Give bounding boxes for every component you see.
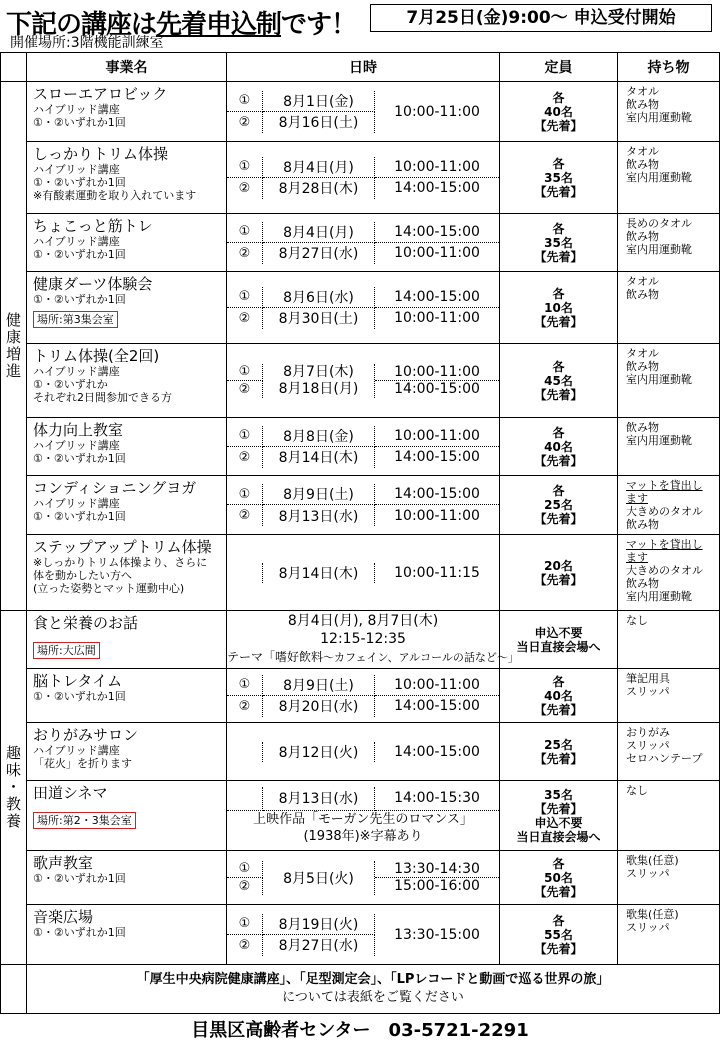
table-row (1, 723, 720, 781)
table-row (1, 781, 720, 851)
schedule-table (0, 52, 720, 1014)
bring-cell: なし (618, 611, 720, 669)
datetime-cell: 8月13日(水) 14:00-15:30 上映作品「モーガン先生のロマンス」 (1938年)※字幕あり (227, 781, 500, 851)
event-cell: 食と栄養のお話 場所:大広間 (27, 611, 227, 669)
table-row (1, 344, 720, 418)
capacity-cell: 各 35名 【先着】 (500, 142, 618, 214)
bring-cell: タオル 飲み物 室内用運動靴 (618, 142, 720, 214)
capacity-cell: 25名 【先着】 (500, 723, 618, 781)
bring-cell: マットを貸出します 大きめのタオル 飲み物 室内用運動靴 (618, 535, 720, 611)
capacity-cell: 各 35名 【先着】 (500, 214, 618, 272)
event-cell: 歌声教室 ①・②いずれか1回 (27, 851, 227, 905)
bring-cell: タオル 飲み物 室内用運動靴 (618, 82, 720, 142)
capacity-cell: 20名 【先着】 (500, 535, 618, 611)
event-cell: しっかりトリム体操 ハイブリッド講座 ①・②いずれか1回 ※有酸素運動を取り入れています (27, 142, 227, 214)
bring-cell: タオル 飲み物 (618, 272, 720, 344)
title-emphasis: 先着申込制 (156, 10, 282, 40)
table-row (1, 851, 720, 905)
table-row (1, 669, 720, 723)
event-cell: おりがみサロン ハイブリッド講座 「花火」を折ります (27, 723, 227, 781)
bring-cell: 長めのタオル 飲み物 室内用運動靴 (618, 214, 720, 272)
table-row (1, 535, 720, 611)
application-notice: 7月25日(金)9:00～ 申込受付開始 (370, 4, 712, 32)
table-row (1, 965, 720, 1014)
event-cell: ステップアップトリム体操 ※しっかりトリム体操より、さらに 体を動かしたい方へ (立った姿勢とマット運動中心) (27, 535, 227, 611)
category-health: 健 康 増 進 (1, 82, 27, 611)
capacity-cell: 各 10名 【先着】 (500, 272, 618, 344)
bring-cell: 歌集(任意) スリッパ (618, 905, 720, 965)
table-row (1, 82, 720, 142)
capacity-cell: 各 40名 【先着】 (500, 82, 618, 142)
datetime-cell: ① 8月7日(木) 8月18日(月) 10:00-11:00 ② 14:00-15:00 (227, 344, 500, 418)
event-cell: 脳トレタイム ①・②いずれか1回 (27, 669, 227, 723)
col-bring: 持ち物 (618, 53, 720, 82)
category-hobby: 趣 味 ・ 教 養 (1, 611, 27, 965)
footnote: 「厚生中央病院健康講座」、「足型測定会」、「LPレコードと動画で巡る世界の旅」 については表紙をご覧ください (27, 965, 720, 1014)
datetime-cell: ① 8月9日(土) 14:00-15:00 ② 8月13日(水) 10:00-11:00 (227, 476, 500, 535)
col-capacity: 定員 (500, 53, 618, 82)
table-row (1, 476, 720, 535)
datetime-cell: ① 8月19日(火) 13:30-15:00 ② 8月27日(水) (227, 905, 500, 965)
event-cell: 音楽広場 ①・②いずれか1回 (27, 905, 227, 965)
capacity-cell: 申込不要 当日直接会場へ (500, 611, 618, 669)
event-cell: 体力向上教室 ハイブリッド講座 ①・②いずれか1回 (27, 418, 227, 476)
capacity-cell: 各 45名 【先着】 (500, 344, 618, 418)
datetime-cell: ① 8月5日(火) 13:30-14:30 ② 15:00-16:00 (227, 851, 500, 905)
bring-cell: 筆記用具 スリッパ (618, 669, 720, 723)
bring-cell: タオル 飲み物 室内用運動靴 (618, 344, 720, 418)
location-tag: 場所:第3集会室 (33, 311, 118, 328)
location-tag: 場所:第2・3集会室 (33, 812, 136, 829)
page-title: 下記の講座は先着申込制です！ (6, 10, 357, 40)
datetime-cell: ① 8月4日(月) 10:00-11:00 ② 8月28日(木) 14:00-15:00 (227, 142, 500, 214)
datetime-cell: ① 8月6日(水) 14:00-15:00 ② 8月30日(土) 10:00-11:00 (227, 272, 500, 344)
bring-cell: 歌集(任意) スリッパ (618, 851, 720, 905)
venue-label: 開催場所:3階機能訓練室 (10, 35, 164, 51)
bring-cell: なし (618, 781, 720, 851)
event-cell: ちょこっと筋トレ ハイブリッド講座 ①・②いずれか1回 (27, 214, 227, 272)
capacity-cell: 各 40名 【先着】 (500, 669, 618, 723)
center-contact: 目黒区高齢者センター 03-5721-2291 (191, 1020, 529, 1041)
table-row (1, 142, 720, 214)
bring-cell: マットを貸出します 大きめのタオル 飲み物 (618, 476, 720, 535)
capacity-cell: 各 55名 【先着】 (500, 905, 618, 965)
datetime-cell: ① 8月4日(月) 14:00-15:00 ② 8月27日(水) 10:00-11:00 (227, 214, 500, 272)
capacity-cell: 35名 【先着】 申込不要 当日直接会場へ (500, 781, 618, 851)
event-cell: 田道シネマ 場所:第2・3集会室 (27, 781, 227, 851)
table-row (1, 272, 720, 344)
bring-cell: おりがみ スリッパ セロハンテープ (618, 723, 720, 781)
page-header (0, 0, 720, 52)
table-row (1, 418, 720, 476)
datetime-cell: 8月4日(月), 8月7日(木) 12:15-12:35 テーマ「嗜好飲料～カフェイン、アルコールの話など～」 (227, 611, 500, 669)
event-cell: スローエアロビック ハイブリッド講座 ①・②いずれか1回 (27, 82, 227, 142)
datetime-cell: ① 8月1日(金) 10:00-11:00 ② 8月16日(土) (227, 82, 500, 142)
datetime-cell: ① 8月9日(土) 10:00-11:00 ② 8月20日(水) 14:00-15:00 (227, 669, 500, 723)
location-tag: 場所:大広間 (33, 642, 100, 659)
capacity-cell: 各 40名 【先着】 (500, 418, 618, 476)
capacity-cell: 各 25名 【先着】 (500, 476, 618, 535)
table-row (1, 214, 720, 272)
capacity-cell: 各 50名 【先着】 (500, 851, 618, 905)
event-cell: 健康ダーツ体験会 ①・②いずれか1回 場所:第3集会室 (27, 272, 227, 344)
col-event: 事業名 (27, 53, 227, 82)
bring-cell: 飲み物 室内用運動靴 (618, 418, 720, 476)
table-row (1, 905, 720, 965)
datetime-cell: 8月14日(木) 10:00-11:15 (227, 535, 500, 611)
table-header-row (1, 53, 720, 82)
event-cell: コンディショニングヨガ ハイブリッド講座 ①・②いずれか1回 (27, 476, 227, 535)
datetime-cell: ① 8月8日(金) 10:00-11:00 ② 8月14日(木) 14:00-15:00 (227, 418, 500, 476)
table-row (1, 611, 720, 669)
event-cell: トリム体操(全2回) ハイブリッド講座 ①・②いずれか それぞれ2日間参加できる方 (27, 344, 227, 418)
col-datetime: 日時 (227, 53, 500, 82)
datetime-cell: 8月12日(火) 14:00-15:00 (227, 723, 500, 781)
